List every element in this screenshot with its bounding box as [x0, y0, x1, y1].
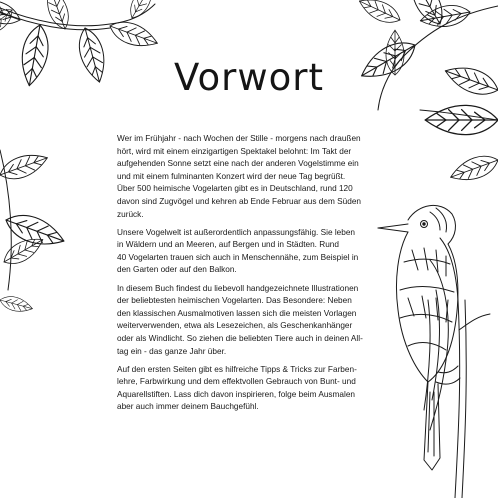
page-title: Vorwort — [174, 56, 324, 99]
paragraph — [117, 227, 376, 277]
text-line: tag ein - das ganze Jahr über. — [117, 346, 227, 356]
text-line: aber auch immer deinem Bauchgefühl. — [117, 402, 259, 412]
text-line: oder als Windlicht. So ziehen die beliebten Tiere auch in deinen All- — [117, 333, 363, 343]
text-line: Aquarellstiften. Lass dich davon inspirieren, folge beim Ausmalen — [117, 389, 356, 399]
text-line: 40 Vogelarten trauen sich auch in Menschennähe, zum Beispiel in — [117, 252, 359, 262]
text-line: davon sind Zugvögel und kehren ab Ende Februar aus dem Süden — [117, 196, 361, 206]
text-line: In diesem Buch findest du liebevoll handgezeichnete Illustrationen — [117, 283, 359, 293]
text-line: zurück. — [117, 209, 144, 219]
text-line: lehre, Farbwirkung und dem effektvollen Gebrauch von Bunt- und — [117, 377, 356, 387]
text-line: der beliebtesten heimischen Vogelarten. Das Besondere: Neben — [117, 296, 352, 306]
text-line: Auf den ersten Seiten gibt es hilfreiche Tipps & Tricks zur Farben- — [117, 364, 357, 374]
text-line: aufgehenden Sonne setzt eine nach der anderen Vogelstimme ein — [117, 159, 359, 169]
text-line: weiterverwenden, etwa als Lesezeichen, als Geschenkanhänger — [117, 321, 353, 331]
text-line: Unsere Vogelwelt ist außerordentlich anpassungsfähig. Sie leben — [117, 227, 356, 237]
text-line: in Wäldern und an Meeren, auf Bergen und in Städten. Rund — [117, 240, 339, 250]
text-line: Über 500 heimische Vogelarten gibt es in Deutschland, rund 120 — [117, 184, 353, 194]
text-line: und mit einem fulminanten Konzert wird der neue Tag begrüßt. — [117, 171, 346, 181]
text-line: hört, wird mit einem einzigartigen Spektakel belohnt: Im Takt der — [117, 146, 352, 156]
foreword-text — [117, 133, 376, 419]
text-line: Wer im Frühjahr - nach Wochen der Stille - morgens nach draußen — [117, 134, 361, 143]
bird-illustration — [378, 205, 490, 498]
text-line: den Garten oder auf den Balkon. — [117, 265, 237, 275]
paragraph — [117, 133, 376, 221]
paragraph — [117, 364, 376, 414]
leaf-branch-left — [0, 148, 68, 315]
text-line: den klassischen Ausmalmotiven lassen sich die meisten Vorlagen — [117, 308, 357, 318]
paragraph — [117, 283, 376, 359]
